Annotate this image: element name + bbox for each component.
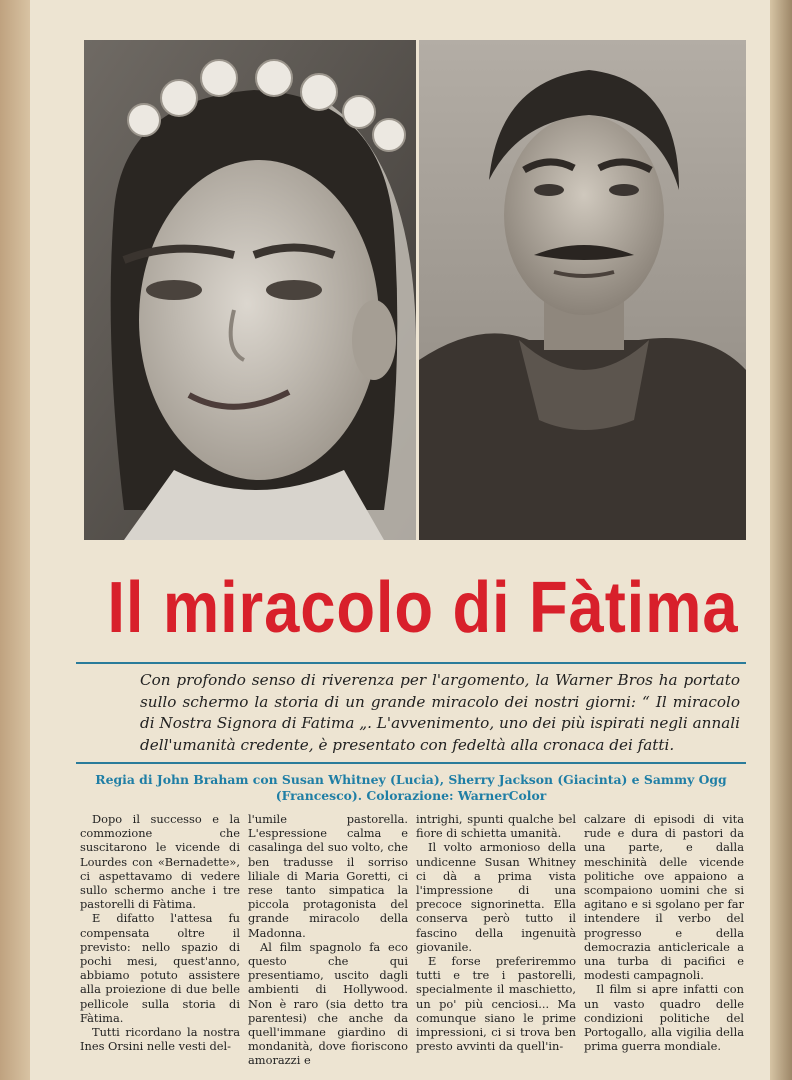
magazine-spine (0, 0, 30, 1080)
paragraph: Il film si apre infatti con un vasto quadro delle condizioni politiche del Portogallo, alla vigilia della prima guerra mondiale. (584, 982, 744, 1054)
paragraph: l'umile pastorella. L'espressione calma e casalinga del suo volto, che ben tradusse il sorriso liliale di Maria Goretti, ci rese tanto simpatica la piccola protagonista del grande miracolo della Madonna. (248, 812, 408, 940)
article-body (80, 812, 752, 1068)
credits-line-2: (Francesco). Colorazione: WarnerColor (275, 788, 547, 803)
article-intro: Con profondo senso di riverenza per l'argomento, la Warner Bros ha portato sullo schermo la storia di un grande miracolo dei nostri giorni: “ Il miracolo di Nostra Signora di Fatima „. L'avvenimento, uno dei più ispirati negli annali dell'umanità credente, è presentato con fedeltà alla cronaca dei fatti. (140, 671, 740, 754)
bottom-divider (76, 762, 746, 764)
film-credits (76, 772, 746, 804)
body-column-4 (584, 812, 744, 1068)
paragraph: calzare di episodi di vita rude e dura di pastori da una parte, e dalla meschinità delle vicende politiche ove appaiono a scompaiono uomini che si agitano e si sgolano per far intendere il verbo del progresso e della democrazia anticlericale a una turba di pacifici e modesti campagnoli. (584, 812, 744, 983)
paragraph: E difatto l'attesa fu compensata oltre il previsto: nello spazio di pochi mesi, quest'anno, abbiamo potuto assistere alla proiezione di due belle pellicole sulla storia di Fàtima. (80, 911, 240, 1025)
top-divider (76, 662, 746, 664)
paragraph: Tutti ricordano la nostra Ines Orsini nelle vesti del- (80, 1025, 240, 1054)
paragraph: Dopo il successo e la commozione che suscitarono le vicende di Lourdes con «Bernadette», ci aspettavamo di vedere sullo schermo anche i tre pastorelli di Fàtima. (80, 812, 240, 912)
paragraph: E forse preferiremmo tutti e tre i pastorelli, specialmente il maschietto, un po' più cenciosi... Ma comunque siano le prime impressioni, ci si trova ben presto avvinti da quell'in- (416, 954, 576, 1054)
article-headline: Il miracolo di Fàtima (107, 568, 739, 648)
body-column-3 (416, 812, 576, 1068)
paragraph: intrighi, spunti qualche bel fiore di schietta umanità. (416, 812, 576, 841)
page-edge-shadow (770, 0, 792, 1080)
paragraph: Il volto armonioso della undicenne Susan Whitney ci dà a prima vista l'impressione di una precoce signorinetta. Ella conserva però tutto il fascino della ingenuità giovanile. (416, 840, 576, 954)
photo-girl-flower-crown (84, 40, 416, 540)
paragraph: Al film spagnolo fa eco questo che qui presentiamo, uscito dagli ambienti di Hollywood. Non è raro (sia detto tra parentesi) che anche da quell'immane giardino di mondanità, dove fioriscono amorazzi e (248, 939, 408, 1068)
body-column-1 (80, 812, 240, 1068)
body-column-2 (248, 812, 408, 1068)
photo-man-mustache (419, 40, 746, 540)
credits-line-1: Regia di John Braham con Susan Whitney (Lucia), Sherry Jackson (Giacinta) e Sammy Ogg (95, 772, 727, 787)
